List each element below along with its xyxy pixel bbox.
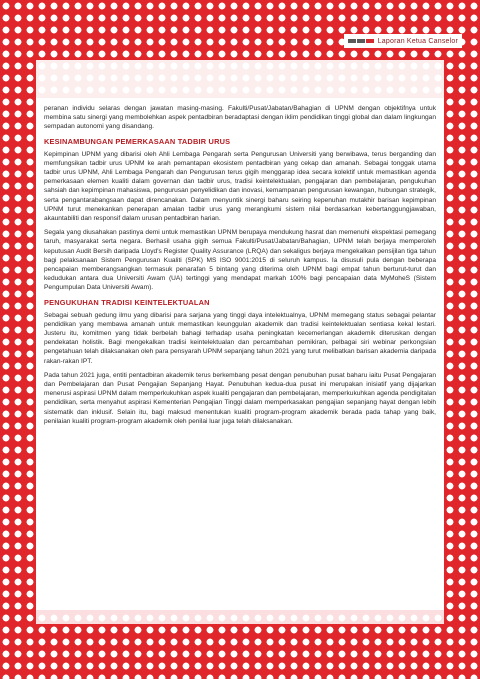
governance-paragraph-2: Segala yang diusahakan pastinya demi untuk memastikan UPNM berupaya mendukung hasrat dan memenuhi ekspektasi pemegang taruh, masyarakat serta negara. Berhasil usaha gigih semua Fakulti/Pusat/Jabatan/Bahagian, UPNM telah berjaya memperoleh keputusan Audit Bersih daripada Lloyd's Register Quality Assurance (LRQA) dan sekaligus berjaya mengekalkan pensijilan tiga tahun bagi pelaksanaan Sistem Pengurusan Kualiti (SPK) MS ISO 9001:2015 di seluruh kampus. Ia disusuli pula dengan beberapa pencapaian memberangsangkan termasuk penarafan 5 bintang yang diterima oleh UPNM bagi empat tahun berturut-turut dan kedudukan antara dua Universiti Awam (UA) tertinggi yang mendapat markah 100% bagi pencapaian data MyMoheS (Sistem Pengumpulan Data Universiti Awam). bbox=[44, 229, 436, 292]
report-header-tab bbox=[344, 34, 462, 48]
faded-bottom-text-band bbox=[36, 602, 444, 624]
intro-paragraph: peranan individu selaras dengan jawatan masing-masing. Fakulti/Pusat/Jabatan/Bahagian di UPNM dengan objektifnya untuk membina satu sinergi yang membolehkan aspek pentadbiran beradaptasi dengan iklim pendidikan tinggi global dan dalam lingkungan sempadan autonomi yang disandang. bbox=[44, 105, 436, 131]
governance-paragraph-1: Kepimpinan UPNM yang dibarisi oleh Ahli Lembaga Pengarah serta Pengurusan Universiti yang berwibawa, terus berganding dan memfungsikan tadbir urus UPNM ke arah pemantapan ekosistem pentadbiran yang cekap dan amanah. Sebagai tonggak utama tadbir urus UPNM, Ahli Lembaga Pengarah dan Pengurusan terus gigih menggarap idea secara kolektif untuk memastikan agenda pemerkasaan elemen kualiti dalam governan dan tadbir urus, tradisi keintelektualan, pengajaran dan pembelajaran, pengukuhan sahsiah dan kepimpinan mahasiswa, pengurusan penyelidikan dan inovasi, kemampanan pengurusan kewangan, hubungan strategik, serta pengantarabangsaan dapat direncanakan. Dalam menyuntik sinergi baharu seiring kepenuhan mutakhir barisan kepimpinan UPNM turut menekankan penerapan amalan tadbir urus yang merangkumi sistem nilai berdasarkan kebertanggungjawaban, akauntabiliti dan responsif dalam urusan pentadbiran harian. bbox=[44, 150, 436, 223]
report-header-label: Laporan Ketua Canselor bbox=[377, 37, 458, 45]
intellectual-paragraph-2: Pada tahun 2021 juga, entiti pentadbiran akademik terus berkembang pesat dengan penubuhan pusat baharu iaitu Pusat Pengajaran dan Pembelajaran dan Pusat Pengajian Sepanjang Hayat. Penubuhan kedua-dua pusat ini merupakan inisiatif yang dijajarkan menerusi aspirasi UPNM dalam memperkukuhkan aspek kualiti pengajaran dan pembelajaran, memperkukuhkan agenda pendigitalan pendidikan, serta menyahut aspirasi Kementerian Pengajian Tinggi dalam memperkasakan pengajian sepanjang hayat dengan lebih sistematik dan inklusif. Selain itu, bagi maksud menentukan kualiti program-program akademik berada pada tahap yang baik, penilaian kualiti program-program akademik oleh penilai luar juga telah dilaksanakan. bbox=[44, 371, 436, 425]
intellectual-paragraph-1: Sebagai sebuah gedung ilmu yang dibarisi para sarjana yang tinggi daya intelektualnya, UPNM memegang status sebagai pelantar pendidikan yang membawa amanah untuk memastikan keunggulan akademik dan tradisi keintelektualan sentiasa kekal lestari. Justeru itu, komitmen yang tidak berbelah bahagi terhadap usaha peningkatan kecemerlangan akademik diteruskan dengan pendekatan holistik. Bagi mengekalkan tradisi keintelektualan dan percambahan pemikiran, pelbagai siri webinar perkongsian pengetahuan telah dilaksanakan oleh para pensyarah UPNM sepanjang tahun 2021 yang turut melibatkan barisan akademia daripada rakan-rakan IPT. bbox=[44, 311, 436, 365]
main-content bbox=[36, 98, 444, 610]
header-bars-icon bbox=[348, 39, 374, 43]
section-heading-governance: KESINAMBUNGAN PEMERKASAAN TADBIR URUS bbox=[44, 136, 231, 146]
section-heading-intellectual: PENGUKUHAN TRADISI KEINTELEKTUALAN bbox=[44, 297, 210, 307]
